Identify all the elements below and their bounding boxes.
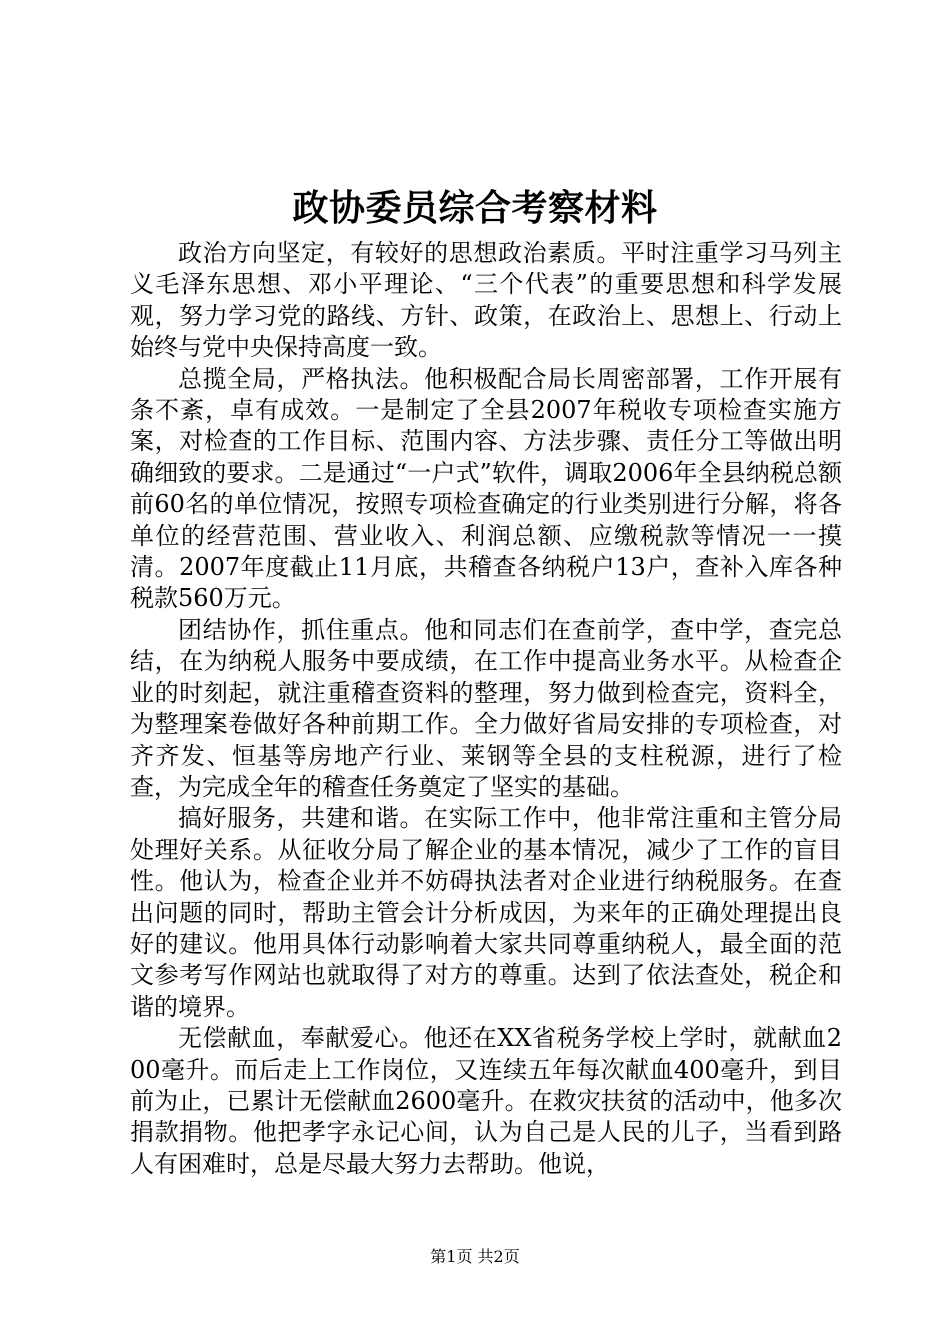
- paragraph-law-enforcement: 总揽全局，严格执法。他积极配合局长周密部署，工作开展有条不紊，卓有成效。一是制定了全县2007年税收专项检查实施方案，对检查的工作目标、范围内容、方法步骤、责任分工等做出明确细致的要求。二是通过“一户式”软件，调取2006年全县纳税总额前60名的单位情况，按照专项检查确定的行业类别进行分解，将各单位的经营范围、营业收入、利润总额、应缴税款等情况一一摸清。2007年度截止11月底，共稽查各纳税户13户，查补入库各种税款560万元。: [130, 364, 842, 613]
- paragraph-service-harmony: 搞好服务，共建和谐。在实际工作中，他非常注重和主管分局处理好关系。从征收分局了解企业的基本情况，减少了工作的盲目性。他认为，检查企业并不妨碍执法者对企业进行纳税服务。在查出问题的同时，帮助主管会计分析成因，为来年的正确处理提出良好的建议。他用具体行动影响着大家共同尊重纳税人，最全面的范文参考写作网站也就取得了对方的尊重。达到了依法查处，税企和谐的境界。: [130, 804, 842, 1021]
- page-footer: 第1页 共2页: [430, 1247, 520, 1266]
- paragraph-political-direction: 政治方向坚定，有较好的思想政治素质。平时注重学习马列主义毛泽东思想、邓小平理论、“三个代表”的重要思想和科学发展观，努力学习党的路线、方针、政策，在政治上、思想上、行动上始终与党中央保持高度一致。: [130, 239, 842, 362]
- paragraph-teamwork: 团结协作，抓住重点。他和同志们在查前学，查中学，查完总结，在为纳税人服务中要成绩，在工作中提高业务水平。从检查企业的时刻起，就注重稽查资料的整理，努力做到检查完，资料全，为整理案卷做好各种前期工作。全力做好省局安排的专项检查，对齐齐发、恒基等房地产行业、莱钢等全县的支柱税源，进行了检查，为完成全年的稽查任务奠定了坚实的基础。: [130, 615, 842, 801]
- paragraph-blood-donation: 无偿献血，奉献爱心。他还在XX省税务学校上学时，就献血200毫升。而后走上工作岗位，又连续五年每次献血400毫升，到目前为止，已累计无偿献血2600毫升。在救灾扶贫的活动中，他多次捐款捐物。他把孝字永记心间，认为自己是人民的儿子，当看到路人有困难时，总是尽最大努力去帮助。他说，: [130, 1024, 842, 1178]
- document-title: 政协委员综合考察材料: [292, 188, 658, 229]
- document-body: [130, 238, 842, 1180]
